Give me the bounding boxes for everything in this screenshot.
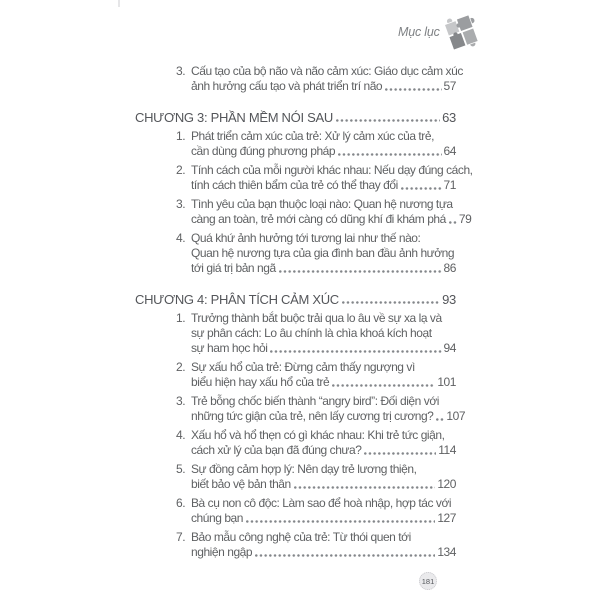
toc-item-line: Bà cụ non cô độc: Làm sao để hoà nhập, hợp tác với (191, 496, 452, 510)
toc-item (135, 428, 456, 458)
toc-item-line: Sự đồng cảm hợp lý: Nên dạy trẻ lương thiện, (191, 462, 417, 476)
page-heading: Mục lục (398, 25, 440, 39)
toc-item-text: tính cách thiên bẩm của trẻ có thể thay đổi (191, 178, 398, 192)
toc-item-text: chúng bạn (191, 511, 244, 525)
toc-page-number: 127 (437, 511, 456, 525)
dot-leader (449, 221, 457, 224)
toc-item-line: sự phân cách: Lo âu chính là chìa khoá kích hoạt (191, 326, 432, 340)
toc-item-number: 7. (176, 530, 186, 544)
dot-leader (436, 418, 444, 421)
toc-item-line: Tính cách của mỗi người khác nhau: Nếu dạy đúng cách, (191, 163, 473, 177)
chapter-page-number: 63 (442, 110, 456, 125)
toc-page-number: 101 (437, 375, 456, 389)
dot-leader (255, 554, 435, 557)
toc-item-lastline (191, 409, 466, 424)
toc-item-line: Tình yêu của bạn thuộc loại nào: Quan hệ nương tựa (191, 197, 453, 211)
toc-item (135, 462, 456, 492)
page-number-badge: 181 (419, 572, 437, 590)
dot-leader (385, 88, 441, 91)
toc-item-line: Quá khứ ảnh hưởng tới tương lai như thế nào: (191, 231, 421, 245)
toc-header (398, 10, 478, 54)
chapter-title: CHƯƠNG 3: PHẦN MỀM NÓI SAU (135, 110, 333, 125)
toc-item-lastline (191, 261, 456, 276)
toc-item (135, 197, 472, 227)
dot-leader (401, 187, 442, 190)
chapter-heading (135, 290, 456, 309)
scan-artifact-line (118, 0, 120, 7)
toc-item-text: càng an toàn, trẻ mới càng có dũng khí đi khám phá (191, 212, 446, 226)
toc-item-lastline (191, 443, 456, 458)
toc-item-line: Quan hệ nương tựa của gia đình ban đầu ảnh hưởng (191, 246, 455, 260)
toc-item-number: 3. (176, 197, 186, 211)
toc-page-number: 79 (458, 212, 472, 226)
dot-leader (270, 350, 441, 353)
toc-item-number: 5. (176, 462, 186, 476)
toc-item-lastline (191, 477, 456, 492)
toc-item-text: cần dùng đúng phương pháp (191, 144, 336, 158)
toc-page-number: 71 (443, 178, 456, 192)
chapter-heading (135, 108, 456, 127)
dot-leader (364, 452, 436, 455)
toc-item-line: Trưởng thành bắt buộc trải qua lo âu về sự xa lạ và (191, 311, 442, 325)
toc-item-line: Bảo mẫu công nghệ của trẻ: Từ thói quen tới (191, 530, 411, 544)
dot-leader (338, 153, 441, 156)
chapter-title: CHƯƠNG 4: PHÂN TÍCH CẢM XÚC (135, 292, 339, 307)
toc-item-line: Trẻ bỗng chốc biến thành “angry bird”: Đối diện với (191, 394, 439, 408)
toc-item-text: những tức giận của trẻ, nên lấy cương trị cương? (191, 409, 434, 423)
toc-item-number: 4. (176, 428, 186, 442)
toc-item-number: 4. (176, 231, 186, 245)
toc-item-line: Sự xấu hổ của trẻ: Đừng cảm thấy ngượng vì (191, 360, 415, 374)
toc-item-lastline (191, 212, 472, 227)
toc-item-lastline (191, 545, 456, 560)
toc-item-number: 2. (176, 360, 186, 374)
toc-page-number: 64 (443, 144, 456, 158)
toc-page-number: 57 (443, 79, 456, 93)
toc-item (135, 64, 463, 94)
toc-item-number: 2. (176, 163, 186, 177)
toc-item (135, 496, 456, 526)
dot-leader (246, 520, 435, 523)
toc-item (135, 163, 473, 193)
toc-item (135, 129, 456, 159)
puzzle-icon (444, 11, 478, 53)
toc-item-text: sự ham học hỏi (191, 341, 268, 355)
chapter-page-number: 93 (442, 292, 456, 307)
dot-leader (294, 486, 436, 489)
toc-page-number: 120 (437, 477, 456, 491)
toc-item (135, 311, 456, 356)
dot-leader (332, 384, 435, 387)
toc-item-number: 1. (176, 129, 186, 143)
toc-page-number: 107 (446, 409, 466, 423)
toc-item-text: ảnh hưởng cấu tạo và phát triển trí não (191, 79, 383, 93)
toc-item-lastline (191, 375, 456, 390)
toc-item (135, 530, 456, 560)
toc-list (135, 64, 473, 564)
toc-item-text: tới giá trị bản ngã (191, 261, 276, 275)
dot-leader (342, 301, 440, 304)
toc-page-number: 114 (438, 443, 456, 457)
toc-item-line: Xấu hổ và hổ thẹn có gì khác nhau: Khi trẻ tức giận, (191, 428, 445, 442)
toc-item-line: Cấu tạo của bộ não và não cảm xúc: Giáo dục cảm xúc (191, 64, 463, 78)
toc-item-lastline (191, 511, 456, 526)
toc-item (135, 360, 456, 390)
toc-item-text: biết bảo vệ bản thân (191, 477, 291, 491)
dot-leader (336, 119, 440, 122)
toc-item-lastline (191, 79, 456, 94)
toc-page-number: 134 (437, 545, 456, 559)
toc-item (135, 231, 456, 276)
toc-item-number: 1. (176, 311, 186, 325)
toc-item-lastline (191, 178, 456, 193)
dot-leader (279, 270, 442, 273)
toc-item-text: biểu hiện hay xấu hổ của trẻ (191, 375, 330, 389)
toc-item (135, 394, 466, 424)
toc-item-number: 6. (176, 496, 186, 510)
toc-item-text: nghiện ngập (191, 545, 253, 559)
toc-item-text: cách xử lý của bạn đã đúng chưa? (191, 443, 362, 457)
toc-page-number: 94 (443, 341, 456, 355)
toc-item-line: Phát triển cảm xúc của trẻ: Xử lý cảm xúc của trẻ, (191, 129, 434, 143)
toc-item-lastline (191, 144, 456, 159)
toc-item-number: 3. (176, 394, 186, 408)
toc-item-lastline (191, 341, 456, 356)
toc-page-number: 86 (443, 261, 456, 275)
toc-item-number: 3. (176, 64, 186, 78)
